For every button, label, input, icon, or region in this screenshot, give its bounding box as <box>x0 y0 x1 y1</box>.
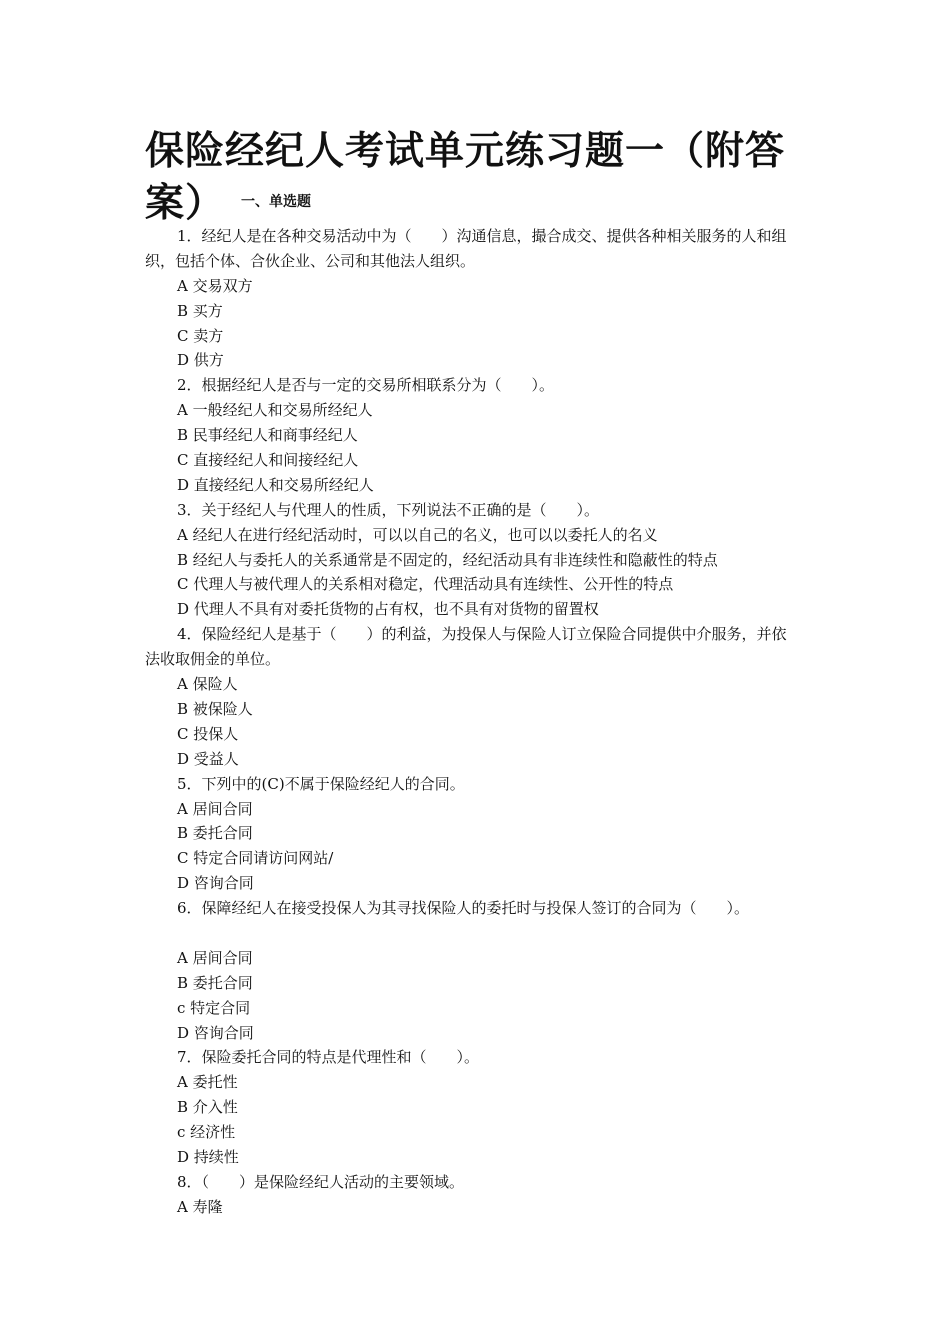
option: D 供方 <box>177 351 224 370</box>
question-stem: 8．（ ）是保险经纪人活动的主要领域。 <box>177 1172 465 1191</box>
option: A 交易双方 <box>177 276 253 295</box>
option: c 经济性 <box>177 1123 236 1142</box>
option: D 咨询合同 <box>177 874 254 893</box>
option: B 介入性 <box>177 1098 238 1117</box>
option: A 居间合同 <box>177 948 253 967</box>
option: B 经纪人与委托人的关系通常是不固定的，经纪活动具有非连续性和隐蔽性的特点 <box>177 550 718 569</box>
option: C 投保人 <box>177 724 239 743</box>
question-stem: 2．根据经纪人是否与一定的交易所相联系分为（ ）。 <box>177 376 555 395</box>
option: D 代理人不具有对委托货物的占有权，也不具有对货物的留置权 <box>177 600 599 619</box>
option: D 咨询合同 <box>177 1023 254 1042</box>
option: A 经纪人在进行经纪活动时，可以以自己的名义，也可以以委托人的名义 <box>177 525 658 544</box>
document-title-text: 保险经纪人考试单元练习题一（附答案） <box>145 129 786 226</box>
option: D 持续性 <box>177 1148 239 1166</box>
option: A 居间合同 <box>177 799 253 818</box>
section-heading: 一、单选题 <box>241 193 312 210</box>
question-stem: 5．下列中的(C)不属于保险经纪人的合同。 <box>177 774 465 793</box>
question-stem: 7．保险委托合同的特点是代理性和（ ）。 <box>177 1048 480 1067</box>
option: B 被保险人 <box>177 699 253 718</box>
option: A 一般经纪人和交易所经纪人 <box>177 401 373 420</box>
option: A 寿隆 <box>177 1197 223 1216</box>
title-block <box>145 126 785 232</box>
option: D 受益人 <box>177 749 239 768</box>
document-title <box>145 126 785 232</box>
option: C 代理人与被代理人的关系相对稳定，代理活动具有连续性、公开性的特点 <box>177 575 674 594</box>
question-stem: 1．经纪人是在各种交易活动中为（ ）沟通信息，撮合成交、提供各种相关服务的人和组织，包括个体、合伙企业、公司和其他法人组织。 <box>145 227 787 270</box>
option: C 卖方 <box>177 326 224 345</box>
option: C 特定合同请访问网站/ <box>177 849 334 868</box>
question-stem: 3．关于经纪人与代理人的性质，下列说法不正确的是（ ）。 <box>177 500 600 519</box>
option: A 保险人 <box>177 675 238 694</box>
option: C 直接经纪人和间接经纪人 <box>177 451 359 470</box>
question-list <box>145 224 795 1220</box>
question-stem: 6．保障经纪人在接受投保人为其寻找保险人的委托时与投保人签订的合同为（ ）。 <box>177 899 750 918</box>
option: B 买方 <box>177 301 223 320</box>
option: A 委托性 <box>177 1073 238 1092</box>
option: D 直接经纪人和交易所经纪人 <box>177 475 374 494</box>
option: B 民事经纪人和商事经纪人 <box>177 426 358 445</box>
option: B 委托合同 <box>177 824 253 843</box>
option: B 委托合同 <box>177 973 253 992</box>
option: c 特定合同 <box>177 998 251 1017</box>
question-stem: 4．保险经纪人是基于（ ）的利益，为投保人与保险人订立保险合同提供中介服务，并依法收取佣金的单位。 <box>145 625 787 669</box>
